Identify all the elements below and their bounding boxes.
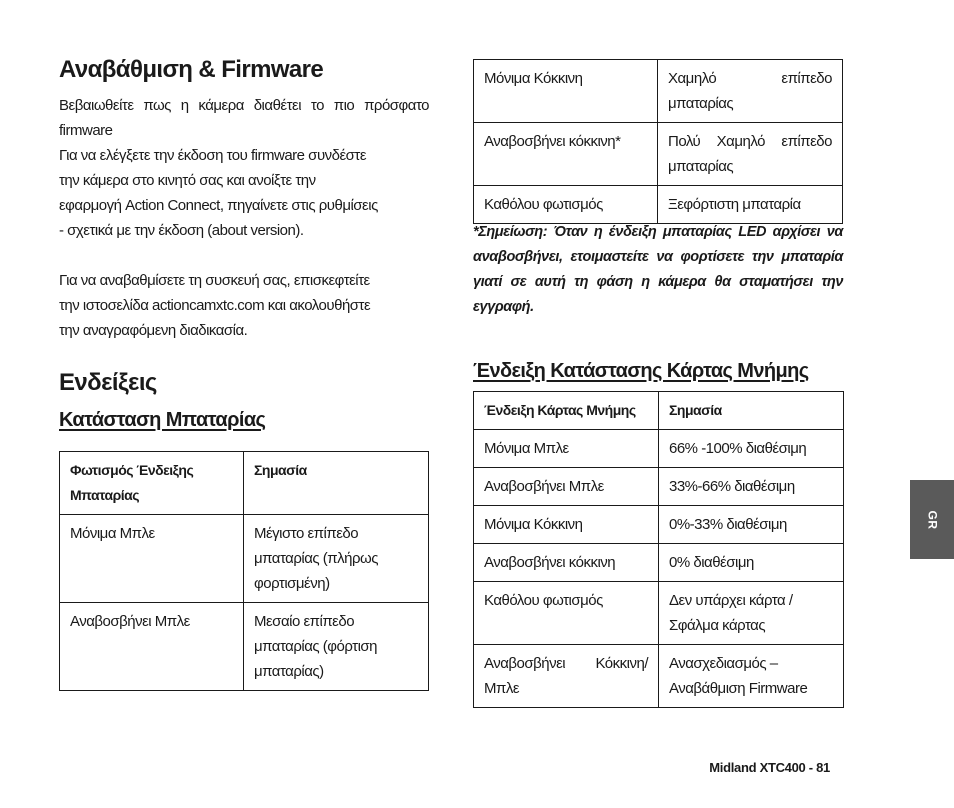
battery-status-title: Κατάσταση Μπαταρίας <box>59 409 266 431</box>
table-cell <box>474 430 659 468</box>
cell-text: μπαταρίας (φόρτιση <box>254 638 378 655</box>
upgrade-blank-line <box>59 243 429 268</box>
table-cell <box>658 186 843 224</box>
table-cell <box>244 515 429 603</box>
upgrade-line: - σχετικά με την έκδοση (about version). <box>59 222 304 239</box>
table-cell <box>659 645 844 708</box>
header-cell <box>244 452 429 515</box>
table-row <box>474 544 844 582</box>
cell-text: Μπλε <box>484 680 520 697</box>
table-row <box>474 186 843 224</box>
table-cell <box>659 430 844 468</box>
battery-table <box>59 451 429 691</box>
upgrade-line: εφαρμογή Action Connect, πηγαίνετε στις ρυθμίσεις <box>59 197 378 214</box>
cell-text: 66% -100% διαθέσιμη <box>669 440 807 457</box>
cell-text: Μόνιμα Μπλε <box>70 525 155 542</box>
table-cell <box>474 60 658 123</box>
cell-text: Καθόλου φωτισμός <box>484 592 603 609</box>
table-cell <box>659 582 844 645</box>
cell-text: Πολύ Χαμηλό επίπεδο <box>668 133 832 150</box>
upgrade-line: την ιστοσελίδα actioncamxtc.com και ακολουθήστε <box>59 297 371 314</box>
cell-text: Χαμηλό επίπεδο <box>668 70 832 87</box>
cell-text: Μόνιμα Κόκκινη <box>484 516 583 533</box>
note-line: γιατί σε αυτή τη φάση η κάμερα θα σταματήσει την <box>473 274 843 290</box>
battery-table-continued <box>473 59 843 224</box>
header-cell <box>659 392 844 430</box>
cell-text: μπαταρίας <box>668 158 734 175</box>
cell-text: μπαταρίας <box>668 95 734 112</box>
cell-text: Αναβοσβήνει κόκκινη <box>484 554 616 571</box>
table-cell <box>659 506 844 544</box>
table-cell <box>658 60 843 123</box>
table-row <box>474 430 844 468</box>
table-cell <box>659 468 844 506</box>
table-row <box>474 506 844 544</box>
cell-text: μπαταρίας) <box>254 663 324 680</box>
cell-text: Ξεφόρτιστη μπαταρία <box>668 196 801 213</box>
upgrade-line: την κάμερα στο κινητό σας και ανοίξτε την <box>59 172 316 189</box>
table-cell <box>474 186 658 224</box>
table-cell <box>60 603 244 691</box>
header-text: Φωτισμός Ένδειξης <box>70 462 194 478</box>
indications-title: Ενδείξεις <box>59 369 157 396</box>
table-row <box>474 645 844 708</box>
table-header-row <box>474 392 844 430</box>
table-cell <box>659 544 844 582</box>
table-cell <box>474 468 659 506</box>
cell-text: Καθόλου φωτισμός <box>484 196 603 213</box>
cell-text: Μέγιστο επίπεδο <box>254 525 359 542</box>
cell-text: φορτισμένη) <box>254 575 330 592</box>
cell-text: Ανασχεδιασμός – <box>669 655 778 672</box>
cell-text: Αναβοσβήνει κόκκινη* <box>484 133 621 150</box>
upgrade-title: Αναβάθμιση & Firmware <box>59 56 324 83</box>
header-text: Σημασία <box>254 462 307 478</box>
cell-text: Αναβοσβήνει Μπλε <box>484 478 604 495</box>
memory-card-status-title: Ένδειξη Κατάστασης Κάρτας Μνήμης <box>473 360 809 382</box>
table-row <box>474 60 843 123</box>
note-line: *Σημείωση: Όταν η ένδειξη μπαταρίας LED αρχίσει να <box>473 224 843 240</box>
cell-text: Δεν υπάρχει κάρτα / <box>669 592 793 609</box>
note-line: εγγραφή. <box>473 299 534 315</box>
language-tab <box>910 480 954 559</box>
table-cell <box>474 582 659 645</box>
header-cell <box>60 452 244 515</box>
page-footer: Midland XTC400 - 81 <box>709 760 830 775</box>
table-cell <box>474 544 659 582</box>
table-cell <box>474 506 659 544</box>
cell-text: 0% διαθέσιμη <box>669 554 754 571</box>
memory-card-table <box>473 391 844 708</box>
upgrade-line: Για να αναβαθμίσετε τη συσκευή σας, επισκεφτείτε <box>59 272 370 289</box>
battery-note <box>473 220 843 320</box>
upgrade-paragraph <box>59 93 429 343</box>
table-cell <box>474 645 659 708</box>
note-line: αναβοσβήνει, ετοιμαστείτε να φορτίσετε την μπαταρία <box>473 249 843 265</box>
cell-text: Αναβοσβήνει Μπλε <box>70 613 190 630</box>
table-row <box>60 515 429 603</box>
table-row <box>474 468 844 506</box>
table-header-row <box>60 452 429 515</box>
upgrade-line: Για να ελέγξετε την έκδοση του firmware συνδέστε <box>59 147 367 164</box>
cell-text: 33%-66% διαθέσιμη <box>669 478 795 495</box>
upgrade-line: Βεβαιωθείτε πως η κάμερα διαθέτει το πιο πρόσφατο <box>59 97 429 114</box>
header-cell <box>474 392 659 430</box>
upgrade-line: firmware <box>59 122 113 139</box>
language-tab-label: GR <box>925 510 939 529</box>
cell-text: 0%-33% διαθέσιμη <box>669 516 787 533</box>
upgrade-line: την αναγραφόμενη διαδικασία. <box>59 322 248 339</box>
table-cell <box>474 123 658 186</box>
cell-text: Μόνιμα Κόκκινη <box>484 70 583 87</box>
cell-text: Σφάλμα κάρτας <box>669 617 766 634</box>
cell-text: Αναβάθμιση Firmware <box>669 680 808 697</box>
cell-text: Αναβοσβήνει Κόκκινη/ <box>484 655 648 672</box>
table-row <box>60 603 429 691</box>
header-text: Μπαταρίας <box>70 487 139 503</box>
header-text: Ένδειξη Κάρτας Μνήμης <box>484 402 636 418</box>
table-cell <box>244 603 429 691</box>
cell-text: Μόνιμα Μπλε <box>484 440 569 457</box>
cell-text: μπαταρίας (πλήρως <box>254 550 378 567</box>
cell-text: Μεσαίο επίπεδο <box>254 613 355 630</box>
table-cell <box>60 515 244 603</box>
table-row <box>474 582 844 645</box>
table-row <box>474 123 843 186</box>
table-cell <box>658 123 843 186</box>
header-text: Σημασία <box>669 402 722 418</box>
